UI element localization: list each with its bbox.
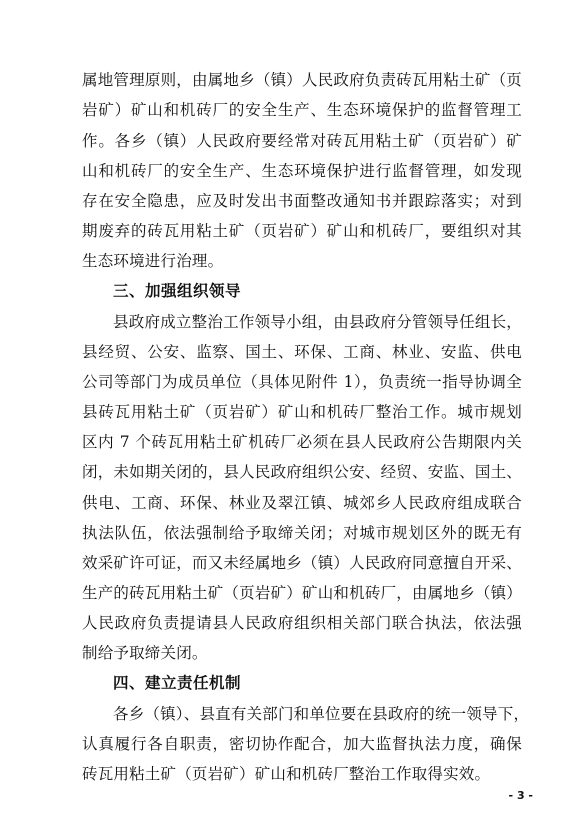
paragraph-line: 供电、工商、环保、林业及翠江镇、城郊乡人民政府组成联合 — [82, 494, 522, 512]
paragraph-line: 闭，未如期关闭的，县人民政府组织公安、经贸、安监、国土、 — [82, 463, 522, 481]
paragraph-line: 期废弃的砖瓦用粘土矿（页岩矿）矿山和机砖厂，要组织对其 — [82, 222, 522, 240]
paragraph-line: 作。各乡（镇）人民政府要经常对砖瓦用粘土矿（页岩矿）矿 — [82, 132, 522, 150]
paragraph-line: 认真履行各自职责，密切协作配合，加大监督执法力度，确保 — [82, 735, 522, 753]
paragraph-line: 效采矿许可证，而又未经属地乡（镇）人民政府同意擅自开采、 — [82, 554, 522, 572]
section-heading: 四、建立责任机制 — [113, 674, 242, 692]
paragraph-line: 各乡（镇）、县直有关部门和单位要在县政府的统一领导下， — [113, 705, 530, 723]
paragraph-line: 区内 7 个砖瓦用粘土矿机砖厂必须在县人民政府公告期限内关 — [82, 433, 522, 451]
paragraph-line: 生态环境进行治理。 — [82, 252, 224, 270]
paragraph-line: 属地管理原则，由属地乡（镇）人民政府负责砖瓦用粘土矿（页 — [82, 71, 522, 89]
page-number: - 3 - — [508, 789, 533, 802]
paragraph-line: 县经贸、公安、监察、国土、环保、工商、林业、安监、供电 — [82, 343, 522, 361]
section-heading: 三、加强组织领导 — [113, 282, 242, 300]
paragraph-line: 砖瓦用粘土矿（页岩矿）矿山和机砖厂整治工作取得实效。 — [82, 765, 491, 783]
paragraph-line: 生产的砖瓦用粘土矿（页岩矿）矿山和机砖厂，由属地乡（镇） — [82, 584, 522, 602]
paragraph-line: 执法队伍，依法强制给予取缔关闭；对城市规划区外的既无有 — [82, 524, 522, 542]
paragraph-line: 人民政府负责提请县人民政府组织相关部门联合执法，依法强 — [82, 614, 522, 632]
paragraph-line: 存在安全隐患，应及时发出书面整改通知书并跟踪落实；对到 — [82, 192, 522, 210]
paragraph-line: 岩矿）矿山和机砖厂的安全生产、生态环境保护的监督管理工 — [82, 101, 522, 119]
paragraph-line: 山和机砖厂的安全生产、生态环境保护进行监督管理，如发现 — [82, 162, 522, 180]
paragraph-line: 制给予取缔关闭。 — [82, 644, 208, 662]
paragraph-line: 县政府成立整治工作领导小组，由县政府分管领导任组长， — [113, 313, 522, 331]
paragraph-line: 公司等部门为成员单位（具体见附件 1），负责统一指导协调全 — [82, 373, 522, 391]
paragraph-line: 县砖瓦用粘土矿（页岩矿）矿山和机砖厂整治工作。城市规划 — [82, 403, 522, 421]
